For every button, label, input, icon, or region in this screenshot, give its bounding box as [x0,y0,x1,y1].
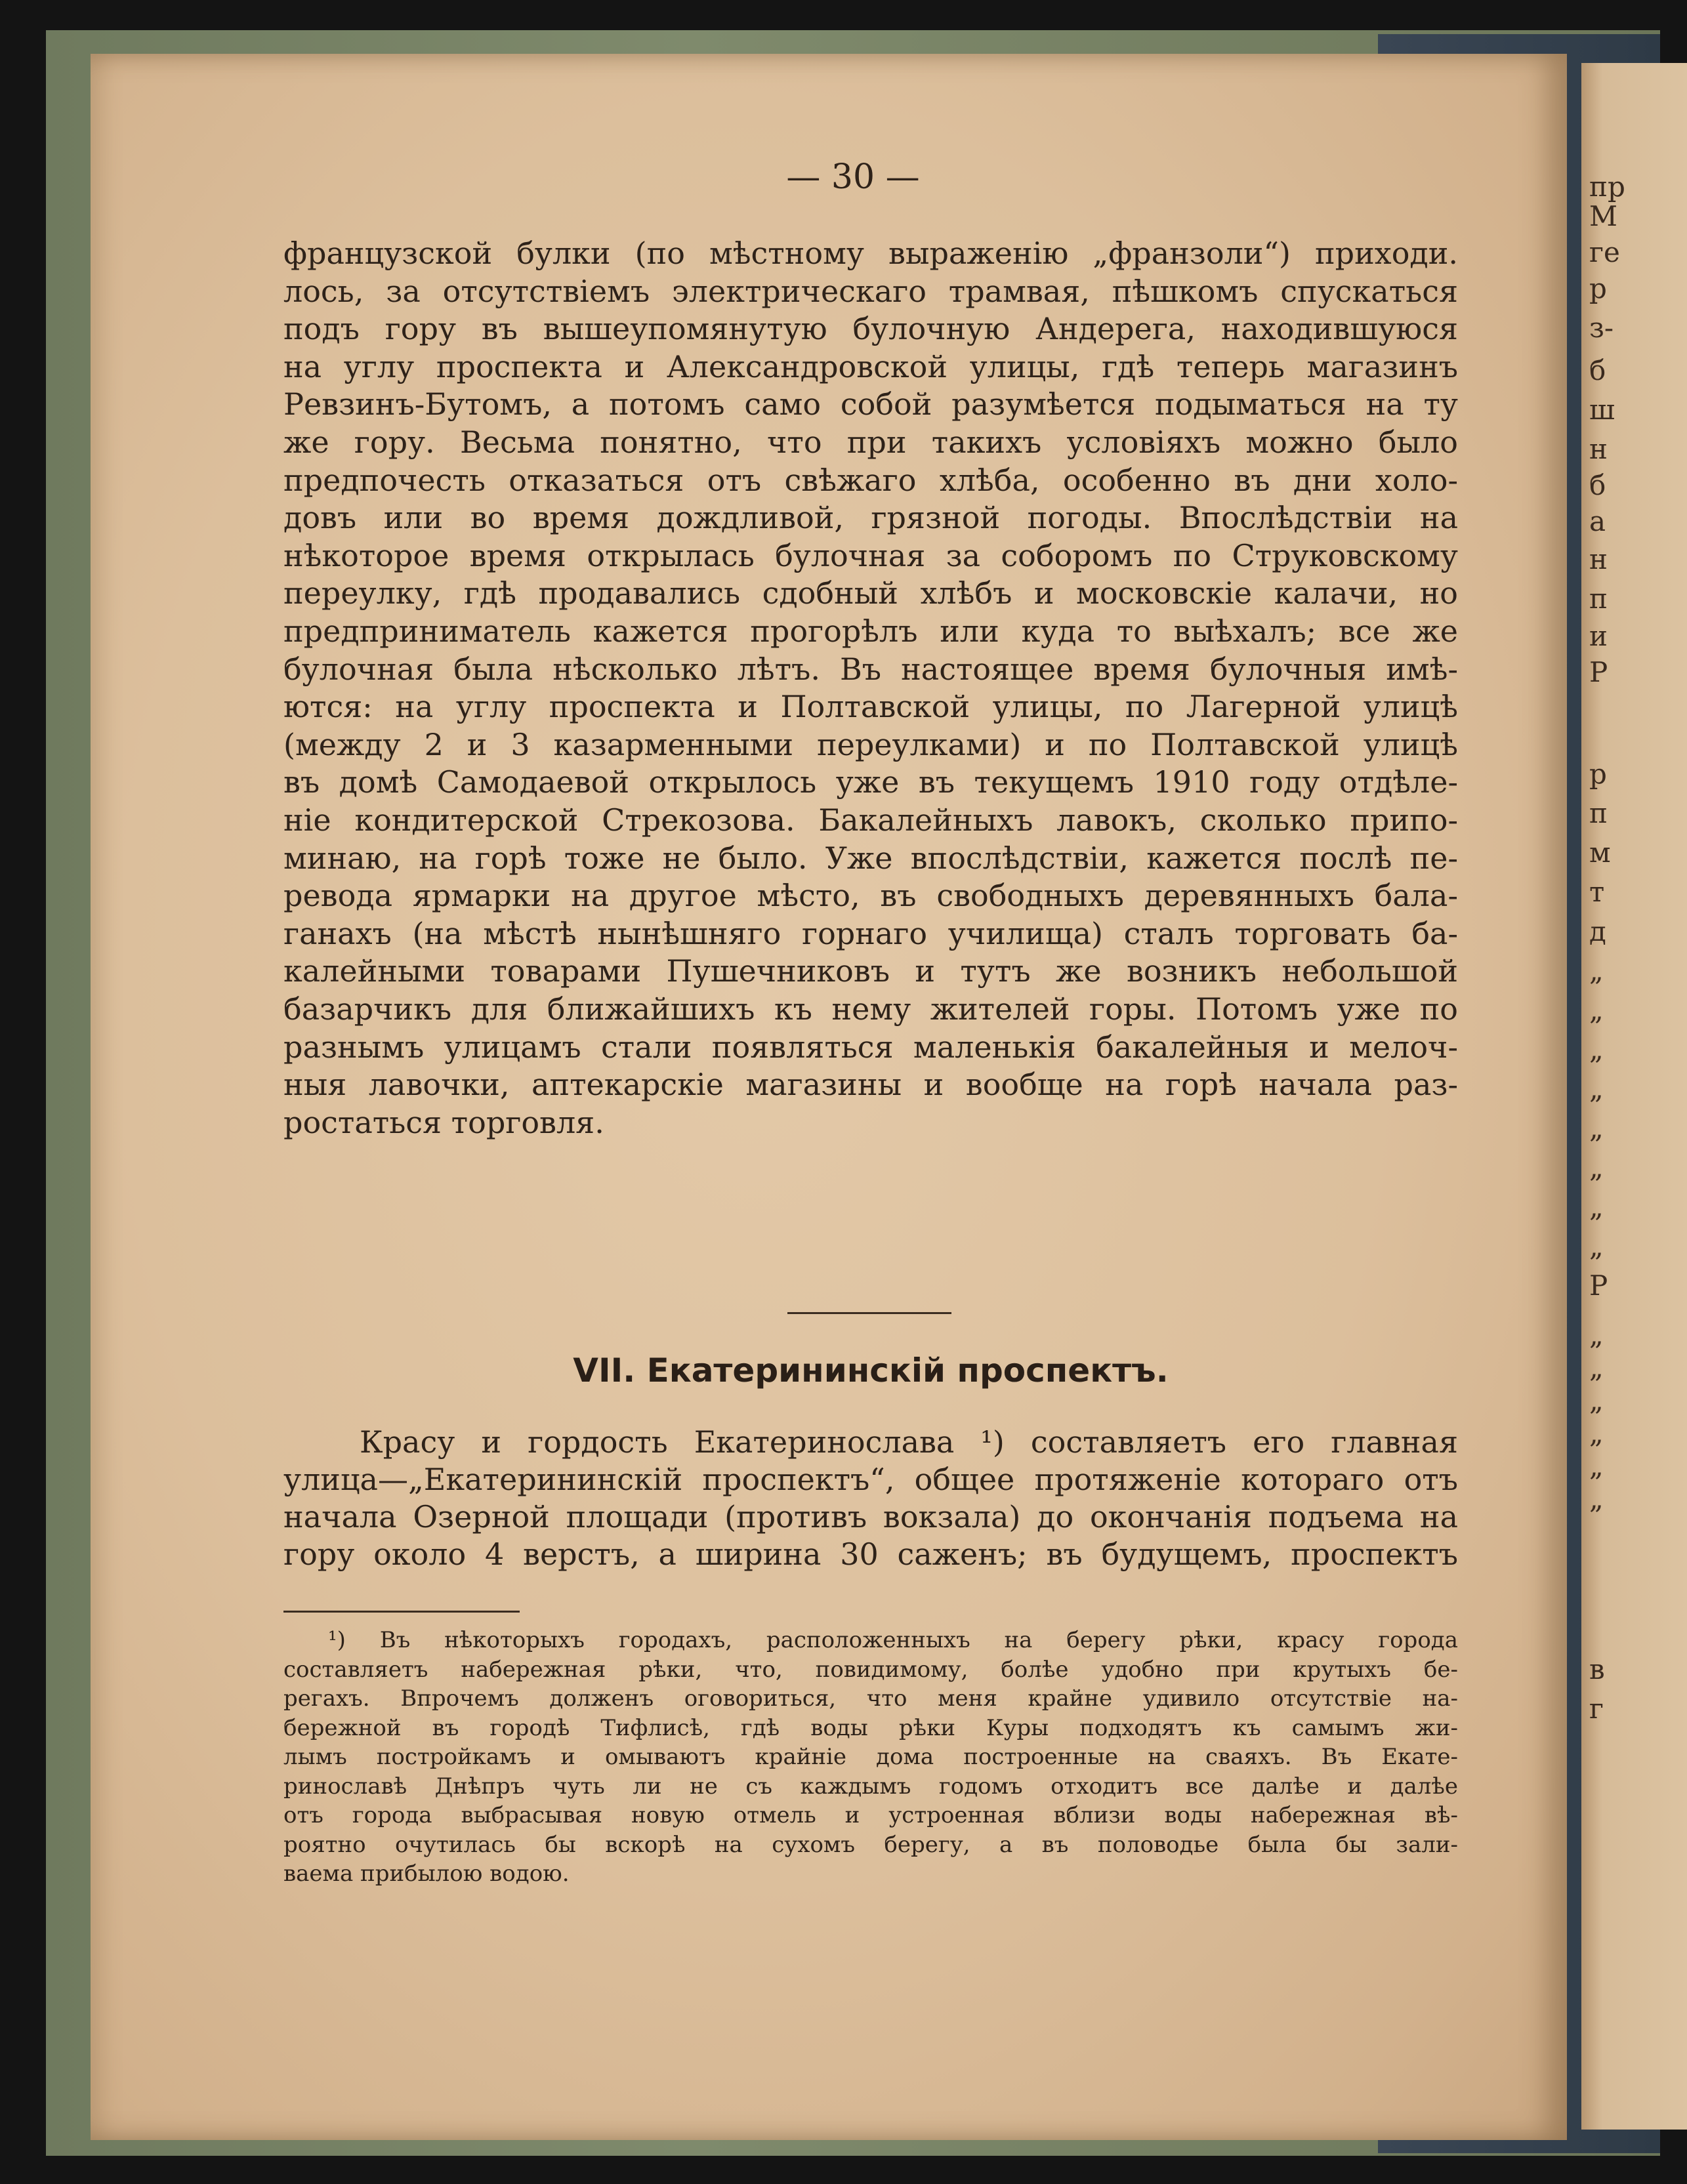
footnote-divider [283,1611,520,1613]
body-line: ганахъ (на мѣстѣ нынѣшняго горнаго училища) сталъ торговать ба- [283,915,1458,951]
body-line: предпочесть отказаться отъ свѣжаго хлѣба, особенно въ дни холо- [283,462,1458,498]
body-line: (между 2 и 3 казарменными переулками) и по Полтавской улицѣ [283,726,1458,762]
next-page-text-fragment: „ [1589,955,1604,987]
next-page-text-fragment: М [1589,200,1618,232]
section-line: улица—„Екатерининскій проспектъ“, общее протяженіе котораго отъ [283,1462,1458,1497]
body-line: минаю, на горѣ тоже не было. Уже впослѣдствіи, кажется послѣ пе- [283,840,1458,876]
next-page-text-fragment: „ [1589,1417,1604,1449]
next-page-text-fragment: р [1589,272,1607,304]
next-page-text-fragment: т [1589,876,1605,908]
footnote-line: составляетъ набережная рѣки, что, повидимому, болѣе удобно при крутыхъ бе- [283,1656,1458,1683]
next-page-text-fragment: „ [1589,1450,1604,1482]
body-line: калейными товарами Пушечниковъ и тутъ же возникъ небольшой [283,953,1458,989]
body-line: булочная была нѣсколько лѣтъ. Въ настоящее время булочныя имѣ- [283,651,1458,687]
body-line: подъ гору въ вышеупомянутую булочную Андерега, находившуюся [283,311,1458,347]
body-line: предприниматель кажется прогорѣлъ или куда то выѣхалъ; все же [283,613,1458,649]
footnote-line: ваема прибылою водою. [283,1861,570,1887]
next-page-text-fragment: ге [1589,236,1620,268]
next-page-text-fragment: „ [1589,1384,1604,1416]
next-page-edge [1581,63,1687,2130]
body-line: лось, за отсутствіемъ электрическаго трамвая, пѣшкомъ спускаться [283,273,1458,309]
footnote-line: отъ города выбрасывая новую отмель и устроенная вблизи воды набережная вѣ- [283,1802,1458,1828]
body-line: переулку, гдѣ продавались сдобный хлѣбъ и московскіе калачи, но [283,575,1458,611]
next-page-text-fragment: н [1589,543,1608,575]
body-line: базарчикъ для ближайшихъ къ нему жителей горы. Потомъ уже по [283,991,1458,1027]
body-line: ревода ярмарки на другое мѣсто, въ свободныхъ деревянныхъ бала- [283,878,1458,914]
section-heading: VII. Екатерининскій проспектъ. [573,1351,1169,1390]
next-page-text-fragment: „ [1589,994,1604,1026]
next-page-text-fragment: „ [1589,1483,1604,1515]
next-page-text-fragment: м [1589,836,1611,869]
next-page-text-fragment: р [1589,758,1607,790]
next-page-text-fragment: н [1589,433,1608,465]
next-page-text-fragment: „ [1589,1319,1604,1351]
footnote-line: лымъ постройкамъ и омываютъ крайніе дома построенные на сваяхъ. Въ Екате- [283,1744,1458,1770]
body-line: довъ или во время дождливой, грязной погоды. Впослѣдствіи на [283,500,1458,536]
next-page-text-fragment: п [1589,797,1608,829]
next-page-text-fragment: „ [1589,1112,1604,1144]
footnote-line: роятно очутилась бы вскорѣ на сухомъ берегу, а въ половодье была бы зали- [283,1831,1458,1858]
next-page-text-fragment: пр [1589,171,1625,203]
next-page-text-fragment: з- [1589,312,1614,344]
footnote-line: ¹) Въ нѣкоторыхъ городахъ, расположенныхъ на берегу рѣки, красу города [328,1627,1458,1653]
body-line: нѣкоторое время открылась булочная за соборомъ по Струковскому [283,537,1458,573]
next-page-text-fragment: „ [1589,1033,1604,1065]
footnote-line: бережной въ городѣ Тифлисѣ, гдѣ воды рѣки Куры подходятъ къ самымъ жи- [283,1714,1458,1741]
footnote-line: ринославѣ Днѣпръ чуть ли не съ каждымъ годомъ отходитъ все далѣе и далѣе [283,1773,1458,1800]
footnote-line: регахъ. Впрочемъ долженъ оговориться, что меня крайне удивило отсутствіе на- [283,1685,1458,1712]
body-line: ростаться торговля. [283,1104,604,1140]
body-line: ніе кондитерской Стрекозова. Бакалейныхъ лавокъ, сколько припо- [283,802,1458,838]
body-line: на углу проспекта и Александровской улицы, гдѣ теперь магазинъ [283,348,1458,384]
next-page-text-fragment: „ [1589,1151,1604,1184]
next-page-text-fragment: ш [1589,394,1615,426]
section-line: Красу и гордость Екатеринослава ¹) составляетъ его главная [360,1424,1458,1460]
body-line: въ домѣ Самодаевой открылось уже въ текущемъ 1910 году отдѣле- [283,764,1458,800]
next-page-text-fragment: и [1589,620,1608,652]
next-page-text-fragment: „ [1589,1351,1604,1384]
next-page-text-fragment: „ [1589,1230,1604,1262]
next-page-text-fragment: а [1589,505,1606,537]
section-line: начала Озерной площади (противъ вокзала) до окончанія подъема на [283,1499,1458,1535]
next-page-text-fragment: Р [1589,1269,1608,1302]
body-line: разнымъ улицамъ стали появляться маленькія бакалейныя и мелоч- [283,1029,1458,1065]
section-divider [787,1312,951,1314]
next-page-text-fragment: г [1589,1693,1604,1725]
body-line: французской булки (по мѣстному выраженію „франзоли“) приходи. [283,236,1458,271]
next-page-text-fragment: „ [1589,1191,1604,1223]
body-line: ныя лавочки, аптекарскіе магазины и вообще на горѣ начала раз- [283,1067,1458,1103]
next-page-text-fragment: д [1589,915,1606,947]
body-line: ются: на углу проспекта и Полтавской улицы, по Лагерной улицѣ [283,689,1458,725]
next-page-text-fragment: Р [1589,656,1608,688]
body-line: Ревзинъ-Бутомъ, а потомъ само собой разумѣется подыматься на ту [283,386,1458,422]
next-page-text-fragment: б [1589,469,1606,501]
body-line: же гору. Весьма понятно, что при такихъ условіяхъ можно было [283,424,1458,460]
next-page-text-fragment: п [1589,583,1608,615]
section-line: гору около 4 верстъ, а ширина 30 саженъ; въ будущемъ, проспектъ [283,1536,1458,1572]
next-page-text-fragment: б [1589,354,1606,386]
next-page-text-fragment: в [1589,1653,1605,1685]
next-page-text-fragment: „ [1589,1073,1604,1105]
page-number: — 30 — [786,157,920,197]
